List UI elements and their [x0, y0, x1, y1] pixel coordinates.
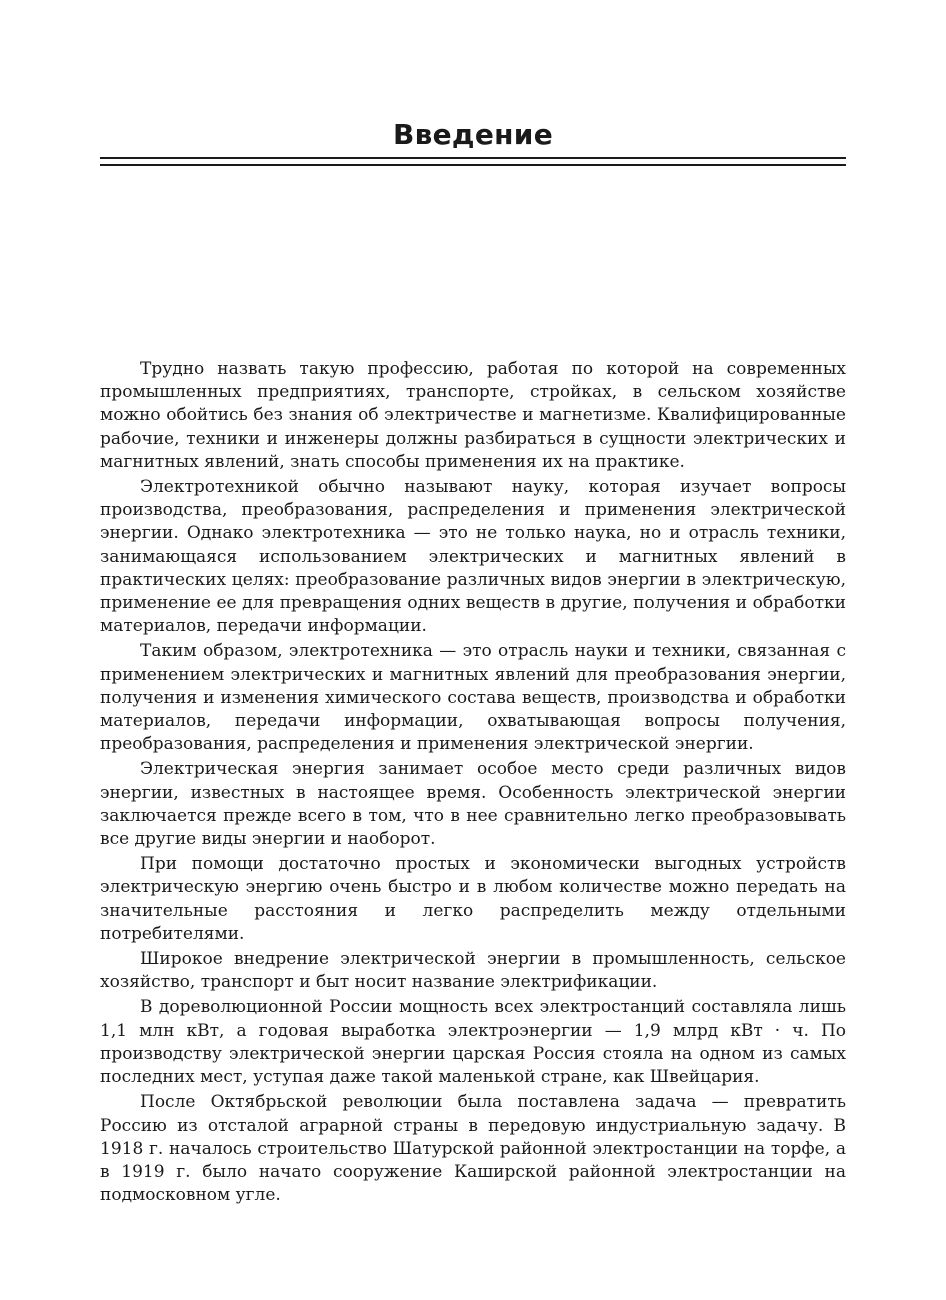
paragraph: В дореволюционной России мощность всех электростанций составляла лишь 1,1 млн кВт, а годовая выработка электроэнергии — 1,9 млрд кВт · ч. По производству электрической энергии царская Россия стояла на одном из самых последних мест, уступая даже такой маленькой стране, как Швейцария.: [100, 997, 846, 1088]
book-page: [100, 0, 846, 1300]
paragraph: При помощи достаточно простых и экономически выгодных устройств электрическую энергию очень быстро и в любом количестве можно передать на значительные расстояния и легко распределить между отдельными потребителями.: [100, 854, 846, 944]
paragraph: Таким образом, электротехника — это отрасль науки и техники, связанная с применением электрических и магнитных явлений для преобразования энергии, получения и изменения химического состава веществ, производства и обработки материалов, передачи информации, охватывающая вопросы получения, преобразования, распределения и применения электрической энергии.: [100, 641, 846, 755]
paragraph: Широкое внедрение электрической энергии в промышленность, сельское хозяйство, транспорт и быт носит название электрификации.: [100, 949, 846, 993]
chapter-title: Введение: [392, 118, 553, 151]
chapter-body: [100, 358, 846, 1209]
title-double-rule: [100, 157, 846, 166]
paragraph: После Октябрьской революции была поставлена задача — превратить Россию из отсталой аграрной страны в передовую индустриальную задачу. В 1918 г. началось строительство Шатурской районной электростанции на торфе, а в 1919 г. было начато сооружение Каширской районной электростанции на подмосковном угле.: [100, 1092, 846, 1206]
paragraph: Электрическая энергия занимает особое место среди различных видов энергии, известных в настоящее время. Особенность электрической энергии заключается прежде всего в том, что в нее сравнительно легко преобразовывать все другие виды энергии и наоборот.: [100, 759, 846, 850]
paragraph: Трудно назвать такую профессию, работая по которой на современных промышленных предприятиях, транспорте, стройках, в сельском хозяйстве можно обойтись без знания об электричестве и магнетизме. Квалифицированные рабочие, техники и инженеры должны разбираться в сущности электрических и магнитных явлений, знать способы применения их на практике.: [100, 359, 846, 472]
paragraph: Электротехникой обычно называют науку, которая изучает вопросы производства, преобразования, распределения и применения электрической энергии. Однако электротехника — это не только наука, но и отрасль техники, занимающаяся использованием электрических и магнитных явлений в практических целях: преобразование различных видов энергии в электрическую, применение ее для превращения одних веществ в другие, получения и обработки материалов, передачи информации.: [100, 477, 846, 637]
